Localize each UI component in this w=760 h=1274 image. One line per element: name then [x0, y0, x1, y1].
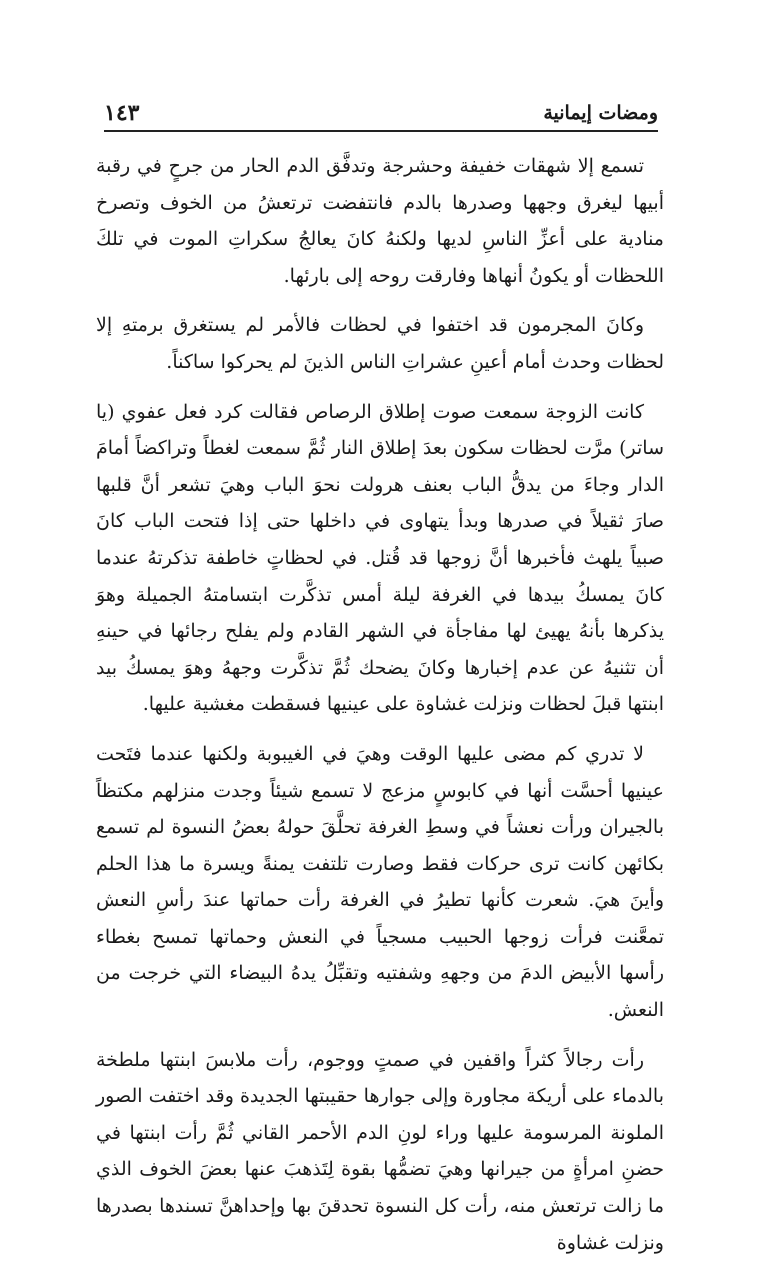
page-header — [104, 96, 658, 132]
running-title: ومضات إيمانية — [543, 102, 658, 124]
paragraph: كانت الزوجة سمعت صوت إطلاق الرصاص فقالت كرد فعل عفوي (يا ساتر) مرَّت لحظات سكون بعدَ إطلاق النار ثُمَّ سمعت لغطاً وتراكضاً أمامَ الدار وجاءَ من يدقُّ الباب بعنف هرولت نحوَ الباب وهيَ تشعر أنَّ قلبها صارَ ثقيلاً في صدرها وبدأ يتهاوى في داخلها حتى إذا فتحت الباب كانَ صبياً يلهث فأخبرها أنَّ زوجها قد قُتل. في لحظاتٍ خاطفة تذكرتهُ عندما كانَ يمسكُ بيدها في الغرفة ليلة أمس تذكَّرت ابتسامتهُ الجميلة وهوَ يذكرها بأنهُ يهيئ لها مفاجأة في الشهر القادم ولم يفلح رجائها في حينهِ أن تثنيهُ عن عدم إخبارها وكانَ يضحك ثُمَّ تذكَّرت وجههُ وهوَ يمسكُ بيد ابنتها قبلَ لحظات ونزلت غشاوة على عينيها فسقطت مغشية عليها. — [96, 400, 664, 716]
paragraph: رأت رجالاً كثراً واقفين في صمتٍ ووجوم، رأت ملابسَ ابنتها ملطخة بالدماء على أريكة مجاورة وإلى جوارها حقيبتها الجديدة وقد اختفت الصور الملونة المرسومة عليها وراء لونِ الدم الأحمر القاني ثُمَّ رأت ابنتها في حضنِ امرأةٍ من جيرانها وهيَ تضمُّها بقوة لِتَذهبَ عنها بعضَ الخوف الذي ما زالت ترتعش منه، رأت كل النسوة تحدقنَ بها وإحداهنَّ تسندها بصدرها ونزلت غشاوة — [96, 1048, 664, 1254]
paragraph: تسمع إلا شهقات خفيفة وحشرجة وتدفَّق الدم الحار من جرحٍ في رقبة أبيها ليغرق وجهها وصدرها بالدم فانتفضت ترتعشُ من الخوف وتصرخ منادية على أعزِّ الناسِ لديها ولكنهُ كانَ يعالجُ سكراتِ الموت في تلكَ اللحظات أو يكونُ أنهاها وفارقت روحه إلى بارئها. — [96, 155, 664, 287]
body-text — [96, 148, 664, 1274]
paragraph: لا تدري كم مضى عليها الوقت وهيَ في الغيبوبة ولكنها عندما فتَحت عينيها أحسَّت أنها في كابوسٍ مزعج لا تسمع شيئاً وجدت منزلهم مكتظاً بالجيران ورأت نعشاً في وسطِ الغرفة تحلَّقَ حولهُ بعضُ النسوة لم تسمع بكائهن كانت ترى حركات فقط وصارت تلتفت يمنةً ويسرة ما هذا الحلم وأينَ هيَ. شعرت كأنها تطيرُ في الغرفة رأت حماتها عندَ رأسِ النعش تمعَّنت فرأت زوجها الحبيب مسجياً في النعش وحماتها تمسح بغطاء رأسها الأبيض الدمَ من وجههِ وشفتيه وتقبِّلُ يدهُ البيضاء التي خرجت من النعش. — [96, 742, 664, 1022]
paragraph: وكانَ المجرمون قد اختفوا في لحظات فالأمر لم يستغرق برمتهِ إلا لحظات وحدث أمام أعينِ عشراتِ الناس الذينَ لم يحركوا ساكناً. — [96, 314, 664, 373]
page-number: ١٤٣ — [104, 100, 140, 126]
